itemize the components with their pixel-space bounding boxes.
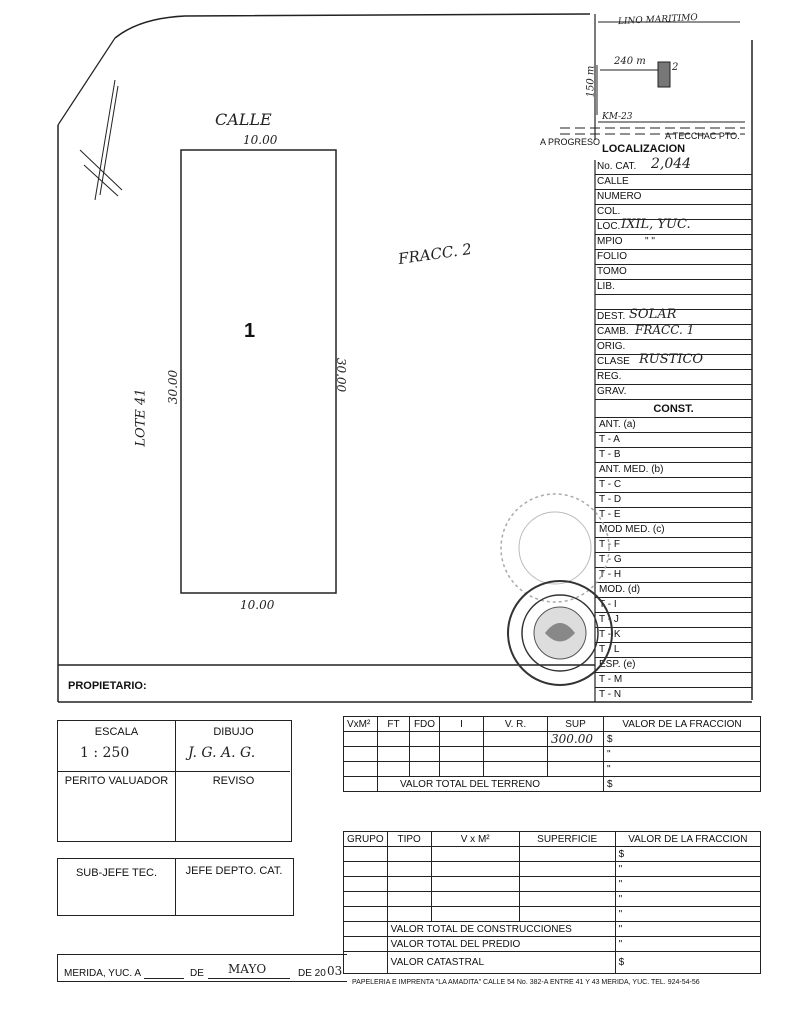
- map-km: KM-23: [602, 112, 633, 122]
- footer-de2: DE 20: [298, 968, 326, 979]
- field-value: IXIL, YUC.: [621, 217, 691, 232]
- const-row-label: T - G: [599, 554, 622, 565]
- const-row-label: MOD MED. (c): [599, 524, 665, 535]
- field-label: GRAV.: [597, 386, 627, 397]
- terreno-header-row: [344, 717, 761, 732]
- terreno-total-row: [344, 777, 761, 792]
- field-clase: [595, 352, 752, 370]
- const-row-label: ANT. (a): [599, 419, 636, 430]
- header-cell: VxM²: [344, 717, 378, 732]
- header-cell: I: [440, 717, 484, 732]
- field-label: COL.: [597, 206, 621, 217]
- map-distance-v: 150 m: [585, 65, 597, 98]
- const-row: [595, 463, 752, 478]
- footer-de1: DE: [190, 968, 204, 979]
- const-row: [595, 418, 752, 433]
- dibujo-value: J. G. A. G.: [188, 745, 256, 761]
- field-tomo: [595, 265, 752, 280]
- fraccion-cell: ": [615, 907, 760, 922]
- footer-month: MAYO: [228, 962, 267, 976]
- subdivision-label: FRACC. 2: [397, 239, 473, 269]
- field-label: DEST.: [597, 311, 626, 322]
- field-numero: [595, 190, 752, 205]
- owner-label: PROPIETARIO:: [68, 680, 147, 692]
- bottom-dimension: 10.00: [240, 598, 275, 612]
- field-value: FRACC. 1: [635, 323, 695, 337]
- top-dimension: 10.00: [243, 133, 278, 147]
- terreno-row: [344, 747, 761, 762]
- official-stamp: [505, 575, 615, 695]
- perito-label: PERITO VALUADOR: [64, 775, 169, 787]
- location-title: LOCALIZACION: [602, 143, 686, 155]
- constr-row: [344, 847, 761, 862]
- catastral-label: VALOR CATASTRAL: [387, 952, 615, 974]
- field-no-cat: [595, 156, 752, 175]
- const-row-label: T - D: [599, 494, 622, 505]
- constr-row: [344, 892, 761, 907]
- header-cell: V. R.: [484, 717, 548, 732]
- signature-box-bottom: [57, 858, 294, 916]
- total-predio-row: [344, 937, 761, 952]
- field-lib: [595, 280, 752, 295]
- footer-city: MERIDA, YUC. A: [64, 968, 142, 979]
- right-dimension: 30.00: [334, 357, 349, 393]
- const-row-label: T - C: [599, 479, 622, 490]
- field-label: REG.: [597, 371, 622, 382]
- field-label: CLASE: [597, 356, 630, 367]
- const-row: [595, 658, 752, 673]
- terreno-row: [344, 762, 761, 777]
- constr-header-row: [344, 832, 761, 847]
- fraccion-cell: $: [604, 777, 761, 792]
- catastral-row: [344, 952, 761, 974]
- dibujo-label: DIBUJO: [213, 726, 254, 738]
- field-camb: [595, 325, 752, 340]
- const-row-label: MOD. (d): [599, 584, 641, 595]
- escala-label: ESCALA: [94, 726, 139, 738]
- sup-value: 300.00: [548, 732, 604, 747]
- map-road-top: LINO MARITIMO: [617, 12, 699, 28]
- field-value: SOLAR: [629, 307, 677, 322]
- const-title: CONST.: [595, 400, 752, 418]
- constr-row: [344, 877, 761, 892]
- const-row-label: T - B: [599, 449, 621, 460]
- field-label: CALLE: [597, 176, 629, 187]
- total-predio-value: ": [615, 937, 760, 952]
- header-cell: VALOR DE LA FRACCION: [615, 832, 760, 847]
- field-value: RUSTICO: [639, 352, 704, 367]
- map-left-arrow: A PROGRESO: [540, 137, 601, 147]
- map-distance-h: 240 m: [614, 56, 646, 67]
- const-row-label: T - N: [599, 689, 622, 700]
- fraccion-cell: $: [604, 732, 761, 747]
- field-grav: [595, 385, 752, 400]
- construcciones-table: [343, 831, 761, 974]
- const-row: [595, 643, 752, 658]
- header-cell: SUP: [548, 717, 604, 732]
- const-row: [595, 628, 752, 643]
- map-right-arrow: A TECCHAC PTO.: [665, 131, 740, 141]
- total-constr-label: VALOR TOTAL DE CONSTRUCCIONES: [387, 922, 615, 937]
- terreno-row: [344, 732, 761, 747]
- field-label: CAMB.: [597, 326, 629, 337]
- fraccion-cell: ": [615, 892, 760, 907]
- field-label: MPIO: [597, 236, 623, 247]
- const-row: [595, 448, 752, 463]
- field-reg: [595, 370, 752, 385]
- header-cell: V x M²: [431, 832, 519, 847]
- total-constr-value: ": [615, 922, 760, 937]
- left-dimension: 30.00: [166, 369, 181, 405]
- header-cell: FDO: [410, 717, 440, 732]
- lot-number: 1: [244, 320, 256, 342]
- total-predio-label: VALOR TOTAL DEL PREDIO: [387, 937, 615, 952]
- reviso-label: REVISO: [212, 775, 255, 787]
- header-cell: GRUPO: [344, 832, 388, 847]
- header-cell: TIPO: [387, 832, 431, 847]
- const-row-label: T - I: [599, 599, 617, 610]
- const-row: [595, 613, 752, 628]
- header-cell: SUPERFICIE: [519, 832, 615, 847]
- constr-row: [344, 907, 761, 922]
- total-terreno-label: VALOR TOTAL DEL TERRENO: [378, 777, 604, 792]
- const-row-label: T - A: [599, 434, 620, 445]
- const-row: [595, 688, 752, 703]
- catastral-value: $: [615, 952, 760, 974]
- const-row-label: T - H: [599, 569, 622, 580]
- field-loc: [595, 217, 752, 235]
- const-row-label: T - M: [599, 674, 623, 685]
- field-label: NUMERO: [597, 191, 642, 202]
- street-label: CALLE: [215, 110, 272, 129]
- field-label: No. CAT.: [597, 161, 637, 172]
- printer-imprint: PAPELERIA E IMPRENTA "LA AMADITA" CALLE 54 No. 382-A ENTRE 41 Y 43 MERIDA, YUC. TEL. 924-54-56: [352, 979, 700, 986]
- jefe-label: JEFE DEPTO. CAT.: [185, 865, 283, 877]
- field-label: FOLIO: [597, 251, 628, 262]
- header-cell: VALOR DE LA FRACCION: [604, 717, 761, 732]
- const-row: [595, 673, 752, 688]
- header-cell: FT: [378, 717, 410, 732]
- escala-value: 1 : 250: [80, 745, 130, 761]
- const-row-label: T - L: [599, 644, 620, 655]
- const-row-label: T - F: [599, 539, 620, 550]
- day-line: [144, 978, 184, 979]
- map-marker: 2: [672, 62, 679, 73]
- terreno-table: [343, 716, 761, 792]
- signature-box-top: [57, 720, 292, 842]
- field-value: " ": [645, 236, 655, 247]
- field-label: TOMO: [597, 266, 627, 277]
- neighbor-lot-label: LOTE 41: [133, 388, 149, 447]
- field-label: LOC.: [597, 221, 621, 232]
- field-folio: [595, 250, 752, 265]
- fraccion-cell: ": [615, 877, 760, 892]
- field-value: 2,044: [651, 156, 692, 172]
- const-row-label: T - E: [599, 509, 621, 520]
- fraccion-cell: ": [604, 747, 761, 762]
- constr-row: [344, 862, 761, 877]
- footer-year: 03: [327, 964, 343, 978]
- const-row-label: T - J: [599, 614, 619, 625]
- field-calle: [595, 175, 752, 190]
- total-constr-row: [344, 922, 761, 937]
- const-row: [595, 433, 752, 448]
- fraccion-cell: ": [615, 862, 760, 877]
- fraccion-cell: ": [604, 762, 761, 777]
- fraccion-cell: $: [615, 847, 760, 862]
- month-line: [208, 978, 290, 979]
- const-row-label: T - K: [599, 629, 621, 640]
- const-row-label: ANT. MED. (b): [599, 464, 664, 475]
- field-label: ORIG.: [597, 341, 626, 352]
- subjefe-label: SUB-JEFE TEC.: [75, 867, 158, 879]
- const-row-label: ESP. (e): [599, 659, 636, 670]
- field-label: LIB.: [597, 281, 615, 292]
- catastro-table: [595, 156, 752, 703]
- field-mpio: [595, 235, 752, 250]
